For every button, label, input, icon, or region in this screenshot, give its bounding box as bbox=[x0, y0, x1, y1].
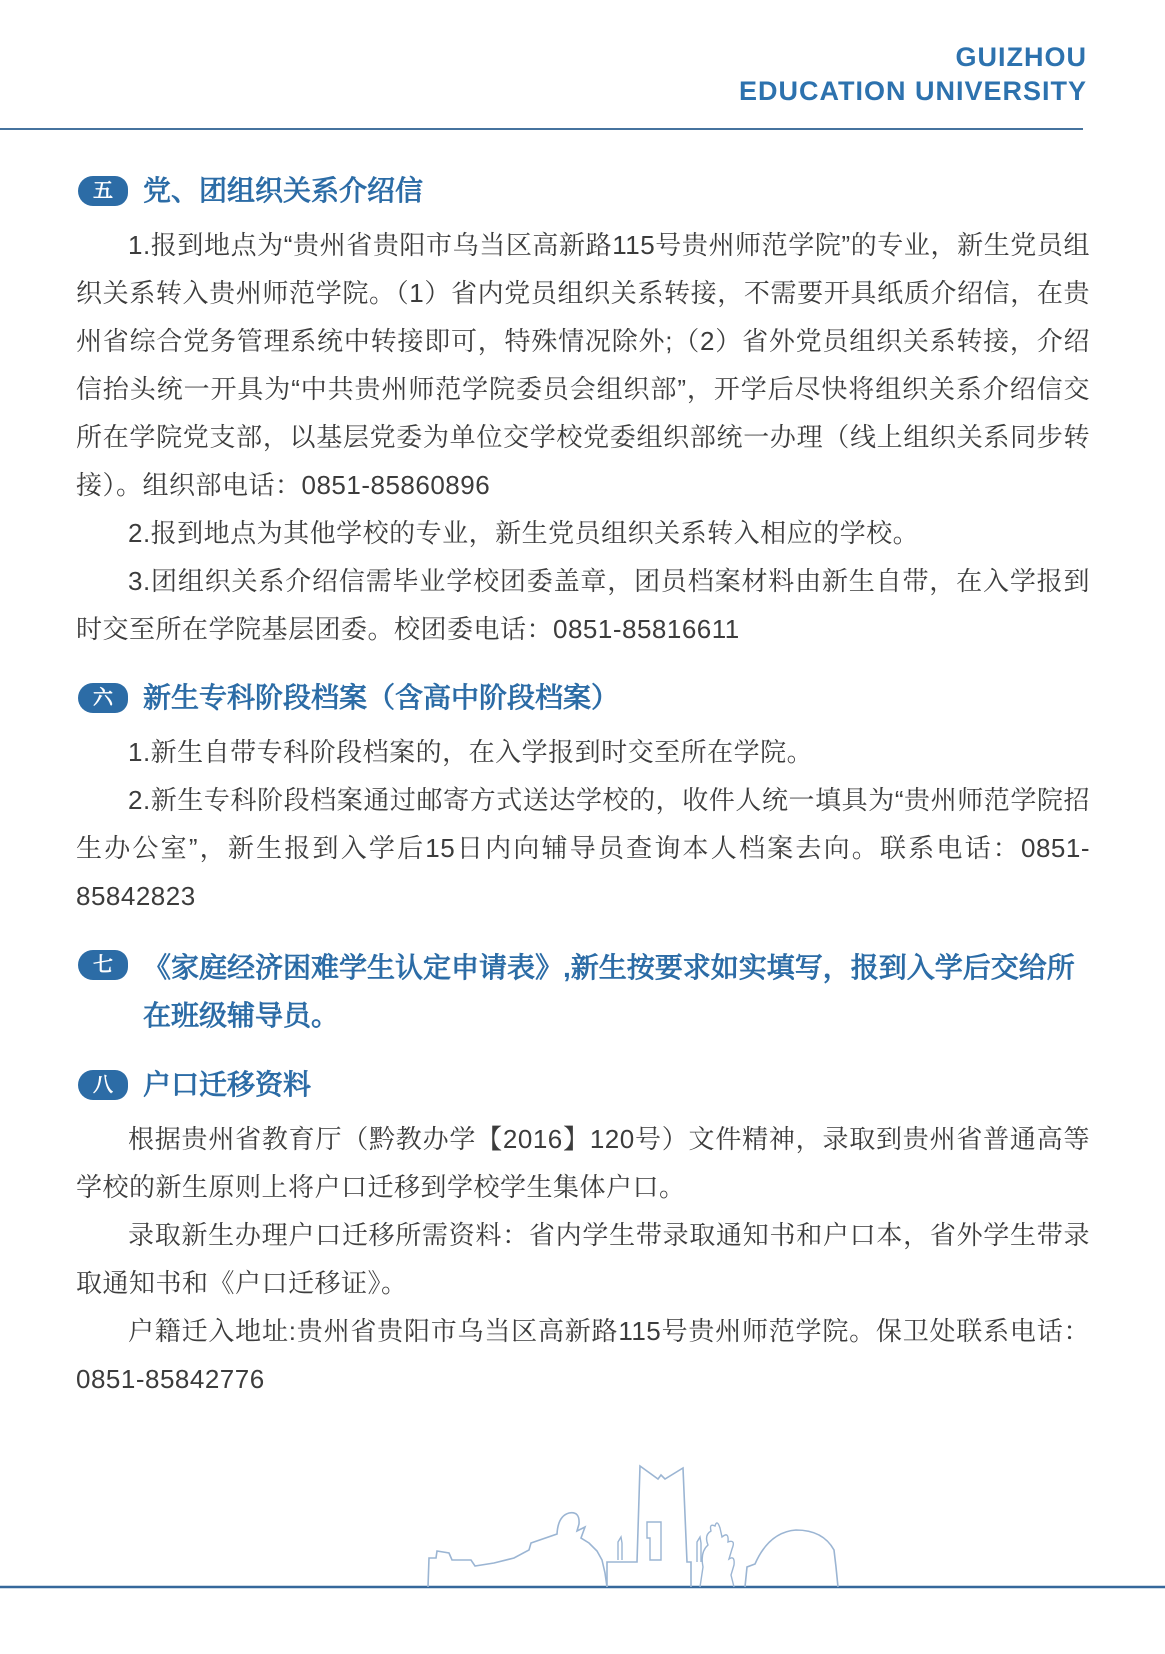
paragraph: 1.报到地点为“贵州省贵阳市乌当区高新路115号贵州师范学院”的专业，新生党员组织关系转入贵州师范学院。（1）省内党员组织关系转接，不需要开具纸质介绍信，在贵州省综合党务管理系统中转接即可，特殊情况除外;（2）省外党员组织关系转接，介绍信抬头统一开具为“中共贵州师范学院委员会组织部”，开学后尽快将组织关系介绍信交所在学院党支部，以基层党委为单位交学校党委组织部统一办理（线上组织关系同步转接）。组织部电话：0851-85860896 bbox=[76, 230, 1090, 500]
section-title: 党、团组织关系介绍信 bbox=[143, 175, 424, 206]
section-heading bbox=[78, 170, 1090, 212]
section-title: 新生专科阶段档案（含高中阶段档案） bbox=[143, 682, 620, 713]
section-number-badge: 五 bbox=[78, 176, 128, 206]
section-college-archives bbox=[76, 677, 1090, 920]
paragraph: 2.新生专科阶段档案通过邮寄方式送达学校的，收件人统一填具为“贵州师范学院招生办公室”，新生报到入学后15日内向辅导员查询本人档案去向。联系电话：0851-85842823 bbox=[76, 785, 1090, 911]
paragraph: 2.报到地点为其他学校的专业，新生党员组织关系转入相应的学校。 bbox=[128, 518, 920, 548]
section-household-registration bbox=[76, 1064, 1090, 1403]
document-content bbox=[76, 146, 1090, 1403]
section-party-league-letter bbox=[76, 170, 1090, 653]
section-number-badge: 八 bbox=[78, 1070, 128, 1100]
footer-graphic bbox=[0, 1426, 1165, 1601]
section-number-badge: 六 bbox=[78, 683, 128, 713]
paragraph: 3.团组织关系介绍信需毕业学校团委盖章，团员档案材料由新生自带，在入学报到时交至所在学院基层团委。校团委电话：0851-85816611 bbox=[76, 566, 1090, 644]
section-heading bbox=[78, 677, 1090, 719]
paragraph: 录取新生办理户口迁移所需资料：省内学生带录取通知书和户口本，省外学生带录取通知书和《户口迁移证》。 bbox=[76, 1220, 1090, 1298]
brand-line-1: GUIZHOU bbox=[955, 42, 1087, 72]
paragraph: 根据贵州省教育厅（黔教办学【2016】120号）文件精神，录取到贵州省普通高等学校的新生原则上将户口迁移到学校学生集体户口。 bbox=[76, 1124, 1090, 1202]
brand-line-2: EDUCATION UNIVERSITY bbox=[738, 76, 1087, 106]
section-number-badge: 七 bbox=[78, 950, 128, 980]
paragraph: 1.新生自带专科阶段档案的，在入学报到时交至所在学院。 bbox=[128, 737, 814, 767]
section-financial-difficulty-form bbox=[76, 944, 1090, 1040]
section-heading bbox=[78, 1064, 1090, 1106]
paragraph: 户籍迁入地址:贵州省贵阳市乌当区高新路115号贵州师范学院。保卫处联系电话：0851-85842776 bbox=[76, 1316, 1090, 1394]
city-skyline-icon bbox=[0, 1426, 1165, 1601]
header-divider bbox=[0, 128, 1083, 130]
section-title: 《家庭经济困难学生认定申请表》,新生按要求如实填写，报到入学后交给所在班级辅导员。 bbox=[143, 952, 1075, 1031]
section-heading bbox=[78, 944, 1090, 1040]
university-brand bbox=[739, 40, 1087, 108]
section-title: 户口迁移资料 bbox=[143, 1069, 312, 1100]
